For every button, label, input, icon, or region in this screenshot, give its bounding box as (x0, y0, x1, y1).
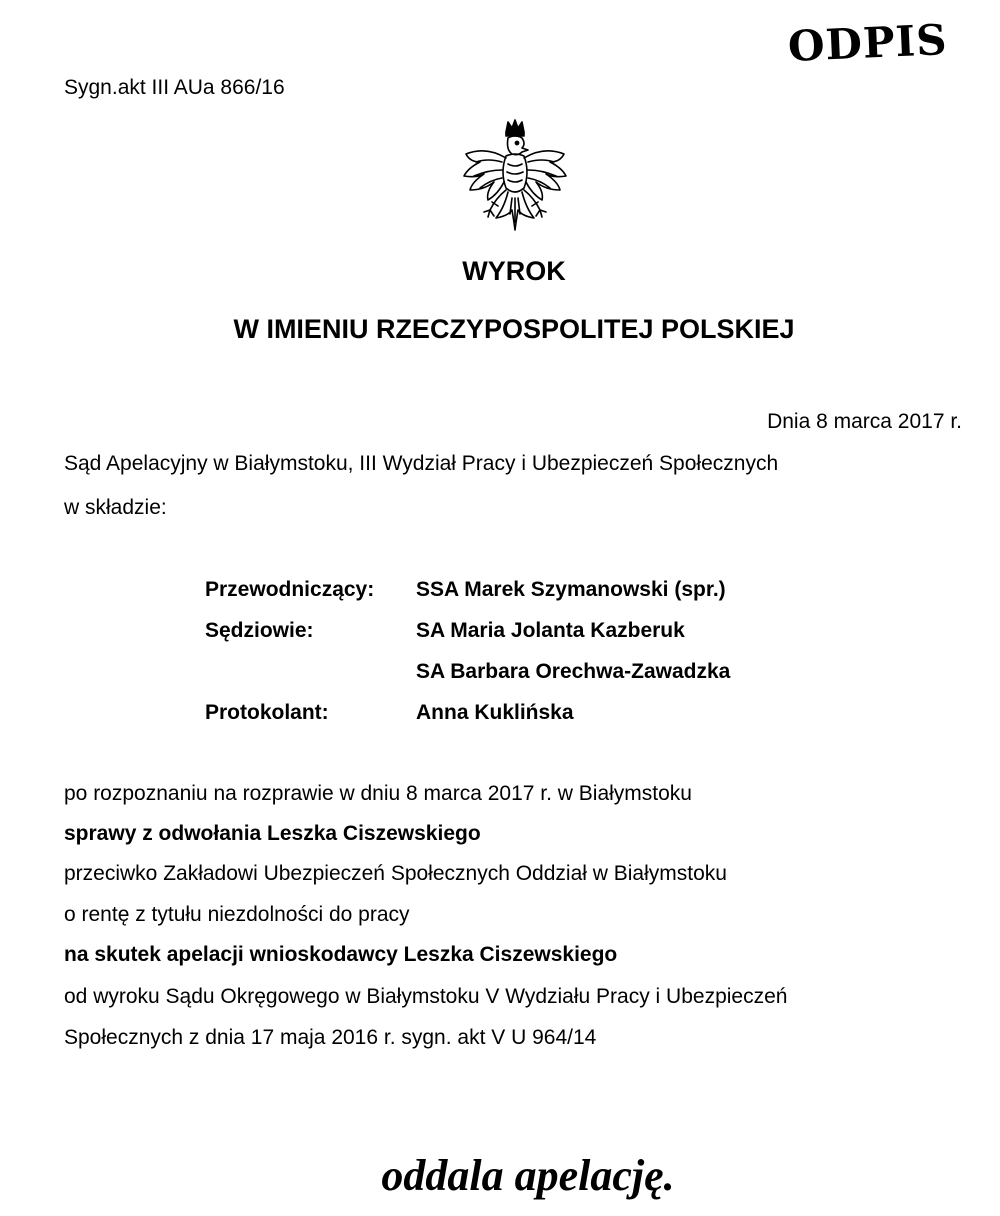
panel-judge-2: SA Barbara Orechwa-Zawadzka (416, 660, 731, 683)
proceedings-line-2: sprawy z odwołania Leszka Ciszewskiego (64, 822, 481, 845)
judgment-date: Dnia 8 marca 2017 r. (767, 410, 962, 433)
proceedings-line-4: o rentę z tytułu niezdolności do pracy (64, 903, 410, 926)
document-title: WYROK (462, 256, 566, 286)
panel-chair-label: Przewodniczący: (205, 578, 375, 601)
panel-chair-name: SSA Marek Szymanowski (spr.) (416, 578, 726, 601)
ruling: oddala apelację. (381, 1151, 675, 1200)
document-subtitle: W IMIENIU RZECZYPOSPOLITEJ POLSKIEJ (233, 314, 795, 344)
panel-judges-label: Sędziowie: (205, 619, 314, 642)
panel-clerk-label: Protokolant: (205, 701, 329, 724)
panel-clerk-name: Anna Kuklińska (416, 701, 574, 724)
proceedings-line-5: na skutek apelacji wnioskodawcy Leszka Ciszewskiego (64, 943, 618, 966)
proceedings-line-1: po rozpoznaniu na rozprawie w dniu 8 marca 2017 r. w Białymstoku (64, 782, 692, 805)
proceedings-line-6: od wyroku Sądu Okręgowego w Białymstoku V Wydziału Pracy i Ubezpieczeń (64, 985, 788, 1008)
odpis-stamp: ODPIS (786, 15, 949, 71)
court-composition-intro: w składzie: (64, 496, 167, 519)
case-signature: Sygn.akt III AUa 866/16 (64, 76, 285, 99)
court-name-line: Sąd Apelacyjny w Białymstoku, III Wydział Pracy i Ubezpieczeń Społecznych (64, 452, 779, 475)
proceedings-line-7: Społecznych z dnia 17 maja 2016 r. sygn. akt V U 964/14 (64, 1026, 597, 1049)
polish-eagle-emblem-icon (456, 118, 574, 244)
proceedings-line-3: przeciwko Zakładowi Ubezpieczeń Społecznych Oddział w Białymstoku (64, 862, 727, 885)
panel-judge-1: SA Maria Jolanta Kazberuk (416, 619, 685, 642)
